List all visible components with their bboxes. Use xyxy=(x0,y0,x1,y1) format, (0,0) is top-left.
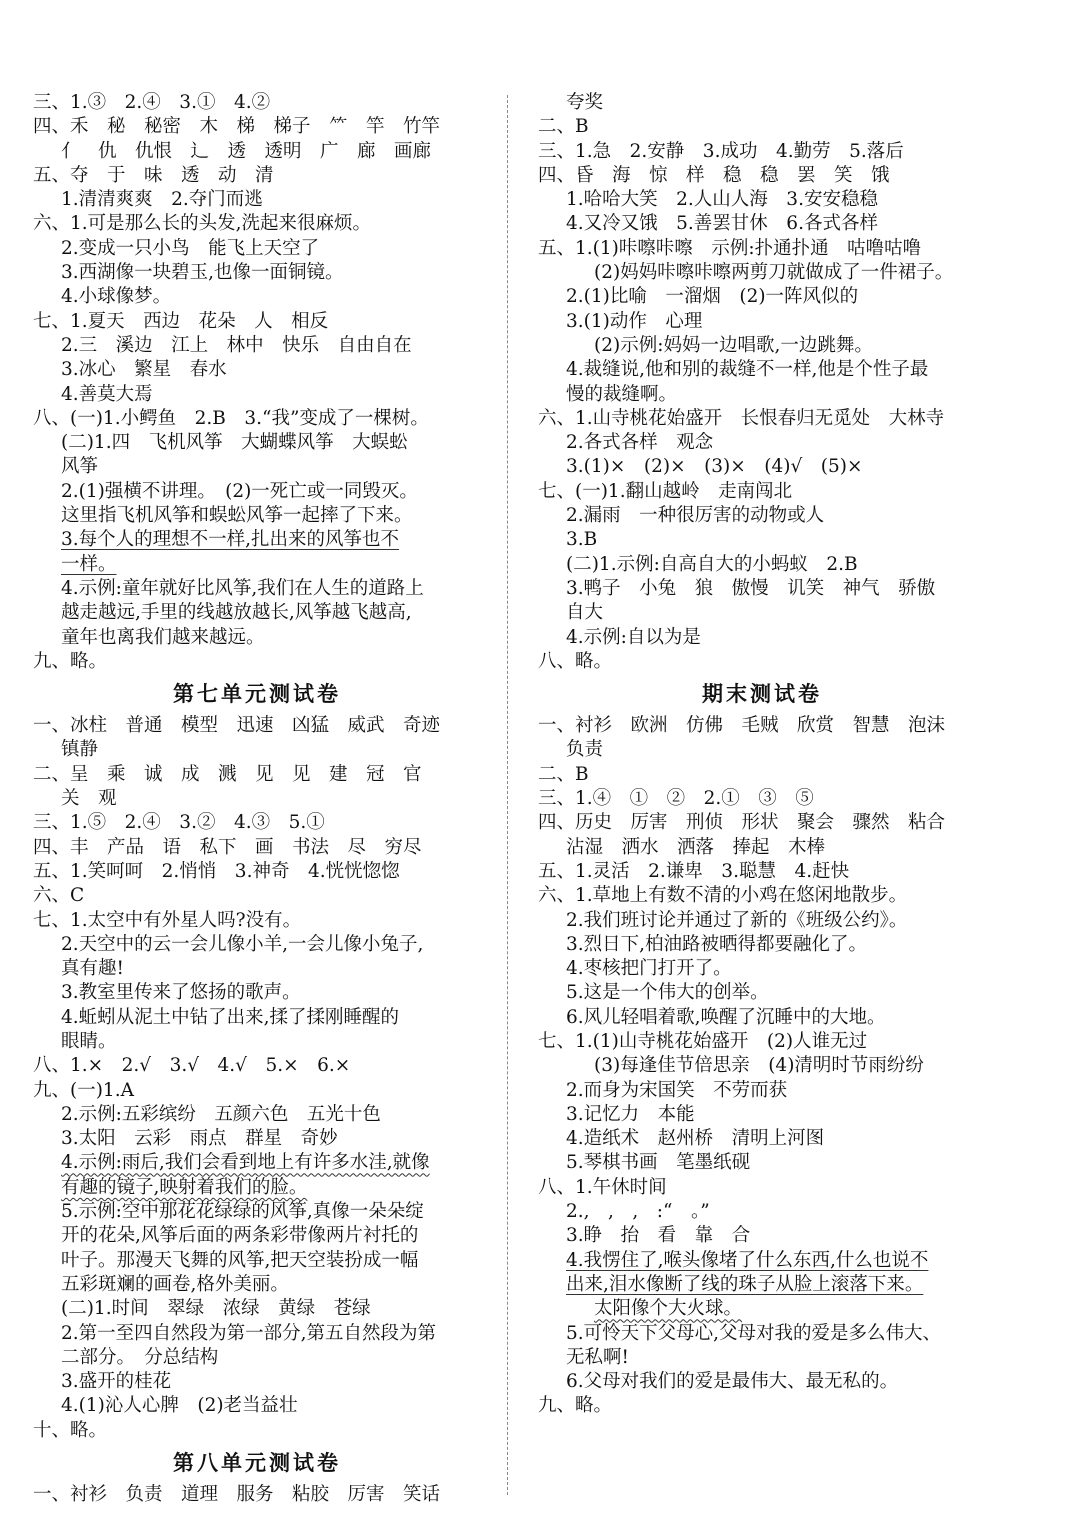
answer-line: 4.裁缝说,他和别的裁缝不一样,他是个性子最 xyxy=(566,359,929,381)
answer-line: (2)示例:妈妈一边唱歌,一边跳舞。 xyxy=(594,334,873,356)
answer-line: 4.又冷又饿 5.善罢甘休 6.各式各样 xyxy=(566,213,878,235)
column-divider xyxy=(507,95,508,1495)
answer-line: 九、略。 xyxy=(33,650,108,672)
answer-line: 九、略。 xyxy=(538,1395,613,1417)
answer-line xyxy=(33,553,481,577)
answer-line: 五、1.(1)咔嚓咔嚓 示例:扑通扑通 咕噜咕噜 xyxy=(538,237,922,259)
answer-line: 四、禾 秘 秘密 木 梯 梯子 ⺮ 竿 竹竿 xyxy=(33,116,441,138)
answer-line: 越走越远,手里的线越放越长,风筝越飞越高, xyxy=(61,602,412,624)
answer-line: 4.(1)沁人心脾 (2)老当益壮 xyxy=(61,1395,298,1417)
answer-line xyxy=(33,1176,481,1200)
answer-line: 2.第一至四自然段为第一部分,第五自然段为第 xyxy=(61,1322,437,1344)
answer-line: 4.造纸术 赵州桥 清明上河图 xyxy=(566,1128,825,1150)
answer-line xyxy=(33,528,481,552)
answer-line: 3.记忆力 本能 xyxy=(566,1103,695,1125)
underlined-text: 有趣的镜子,映射着我们的脸。 xyxy=(61,1176,308,1198)
underlined-text: 4.示例:雨后,我们会看到地上有许多水洼,就像 xyxy=(61,1152,430,1174)
underlined-text: 4.我愣住了,喉头像堵了什么东西,什么也说不 xyxy=(566,1249,929,1271)
right-column xyxy=(538,91,986,1419)
answer-line: 四、历史 厉害 刑侦 形状 聚会 骤然 粘合 xyxy=(538,812,946,834)
answer-line: 4.小球像梦。 xyxy=(61,286,172,308)
answer-line: 6.风儿轻唱着歌,唤醒了沉睡中的大地。 xyxy=(566,1006,886,1028)
answer-line: 2.(1)比喻 一溜烟 (2)一阵风似的 xyxy=(566,286,859,308)
answer-line: 这里指飞机风筝和蜈蚣风筝一起摔了下来。 xyxy=(61,505,413,527)
answer-line: 关 观 xyxy=(61,788,117,810)
underlined-text: 出来,泪水像断了线的珠子从脸上滚落下来。 xyxy=(566,1273,924,1295)
answer-line: 一、冰柱 普通 模型 迅速 凶猛 威武 奇迹 xyxy=(33,715,441,737)
answer-line: 3.(1)× (2)× (3)× (4)√ (5)× xyxy=(566,456,863,478)
answer-line: 开的花朵,风筝后面的两条彩带像两片衬托的 xyxy=(61,1225,419,1247)
section-heading: 期末测试卷 xyxy=(702,681,822,707)
answer-line: 5.这是一个伟大的创举。 xyxy=(566,982,769,1004)
answer-line: 亻 仇 仇恨 辶 透 透明 广 廊 画廊 xyxy=(61,140,432,162)
answer-line: 6.父母对我们的爱是最伟大、最无私的。 xyxy=(566,1371,899,1393)
answer-line: 五、夺 于 味 透 动 清 xyxy=(33,164,274,186)
answer-line: 2.天空中的云一会儿像小羊,一会儿像小兔子, xyxy=(61,933,424,955)
answer-line: 真有趣! xyxy=(61,958,124,980)
answer-line: 六、1.草地上有数不清的小鸡在悠闲地散步。 xyxy=(538,885,908,907)
answer-line: 3.B xyxy=(566,529,598,551)
answer-line: 一、衬衫 欧洲 仿佛 毛贼 欣赏 智慧 泡沫 xyxy=(538,715,946,737)
answer-line: 2.我们班讨论并通过了新的《班级公约》。 xyxy=(566,909,908,931)
answer-line: 八、1.午休时间 xyxy=(538,1176,667,1198)
answer-line: 5.示例:空中那花花绿绿的风筝,真像一朵朵绽 xyxy=(61,1201,424,1223)
answer-line: 四、昏 海 惊 样 稳 稳 罢 笑 饿 xyxy=(538,164,890,186)
left-column xyxy=(33,91,481,1507)
answer-line: 八、1.× 2.√ 3.√ 4.√ 5.× 6.× xyxy=(33,1055,351,1077)
answer-line: 3.盛开的桂花 xyxy=(61,1371,172,1393)
underlined-text: 3.每个人的理想不一样,扎出来的风筝也不 xyxy=(61,529,400,551)
answer-line: 六、C xyxy=(33,885,85,907)
answer-line: 4.善莫大焉 xyxy=(61,383,153,405)
answer-line: (二)1.示例:自高自大的小蚂蚁 2.B xyxy=(566,553,858,575)
answer-line: (3)每逢佳节倍思亲 (4)清明时节雨纷纷 xyxy=(594,1055,924,1077)
answer-line: 3.睁 抬 看 靠 合 xyxy=(566,1225,751,1247)
answer-line: 慢的裁缝啊。 xyxy=(566,383,678,405)
answer-line: 七、1.夏天 西边 花朵 人 相反 xyxy=(33,310,329,332)
answer-line: 3.冰心 繁星 春水 xyxy=(61,359,227,381)
answer-line: 九、(一)1.A xyxy=(33,1079,134,1101)
answer-line: 2.示例:五彩缤纷 五颜六色 五光十色 xyxy=(61,1103,381,1125)
answer-line: 五、1.笑呵呵 2.悄悄 3.神奇 4.恍恍惚惚 xyxy=(33,860,400,882)
answer-line: 六、1.可是那么长的头发,洗起来很麻烦。 xyxy=(33,213,372,235)
answer-line: 三、1.③ 2.④ 3.① 4.② xyxy=(33,92,271,113)
answer-line: 2., , , :“ 。” xyxy=(566,1201,710,1223)
answer-line: 2.三 溪边 江上 林中 快乐 自由自在 xyxy=(61,334,412,356)
answer-line: 二、呈 乘 诚 成 溅 见 见 建 冠 官 xyxy=(33,763,422,785)
answer-line: 二、B xyxy=(538,116,589,138)
answer-line: 2.变成一只小鸟 能飞上天空了 xyxy=(61,237,320,259)
answer-line: 三、1.⑤ 2.④ 3.② 4.③ 5.① xyxy=(33,812,325,834)
answer-line: 一、衬衫 负责 道理 服务 粘胶 厉害 笑话 xyxy=(33,1484,441,1506)
answer-line xyxy=(538,1249,986,1273)
answer-line: 3.教室里传来了悠扬的歌声。 xyxy=(61,982,301,1004)
answer-line: 3.(1)动作 心理 xyxy=(566,310,703,332)
answer-line: 风筝 xyxy=(61,456,99,478)
answer-line: 3.太阳 云彩 雨点 群星 奇妙 xyxy=(61,1128,338,1150)
answer-line: 沾湿 洒水 洒落 捧起 木棒 xyxy=(566,836,826,858)
answer-line: (二)1.四 飞机风筝 大蝴蝶风筝 大蜈蚣 xyxy=(61,432,408,454)
answer-line: 叶子。那漫天飞舞的风筝,把天空装扮成一幅 xyxy=(61,1249,419,1271)
answer-line: 2.各式各样 观念 xyxy=(566,432,714,454)
answer-line: 七、1.太空中有外星人吗?没有。 xyxy=(33,909,302,931)
answer-line xyxy=(538,1273,986,1297)
answer-line: 二部分。 分总结构 xyxy=(61,1346,219,1368)
answer-line: 六、1.山寺桃花始盛开 长恨春归无觅处 大林寺 xyxy=(538,407,945,429)
answer-line: 五、1.灵活 2.谦卑 3.聪慧 4.赶快 xyxy=(538,860,850,882)
underlined-text: 太阳像个大火球。 xyxy=(594,1298,743,1320)
answer-line: 镇静 xyxy=(61,739,99,761)
answer-line: 1.清清爽爽 2.夺门而逃 xyxy=(61,189,263,211)
answer-line: 3.西湖像一块碧玉,也像一面铜镜。 xyxy=(61,262,344,284)
answer-line: 十、略。 xyxy=(33,1419,108,1441)
answer-line: 自大 xyxy=(566,602,604,624)
answer-line: 2.而身为宋国笑 不劳而获 xyxy=(566,1079,788,1101)
answer-line: 4.示例:自以为是 xyxy=(566,626,701,648)
answer-line: 4.枣核把门打开了。 xyxy=(566,958,732,980)
answer-line: 五彩斑斓的画卷,格外美丽。 xyxy=(61,1273,289,1295)
answer-line: 七、1.(1)山寺桃花始盛开 (2)人谁无过 xyxy=(538,1030,868,1052)
answer-line: 2.漏雨 一种很厉害的动物或人 xyxy=(566,505,825,527)
answer-line: 眼睛。 xyxy=(61,1030,117,1052)
answer-line: 3.鸭子 小兔 狼 傲慢 讥笑 神气 骄傲 xyxy=(566,577,936,599)
answer-line: 3.烈日下,柏油路被晒得都要融化了。 xyxy=(566,933,868,955)
answer-line: 童年也离我们越来越远。 xyxy=(61,626,265,648)
answer-line: (二)1.时间 翠绿 浓绿 黄绿 苍绿 xyxy=(61,1298,371,1320)
answer-line: 5.可怜天下父母心,父母对我的爱是多么伟大、 xyxy=(566,1322,942,1344)
answer-line: 八、(一)1.小鳄鱼 2.B 3.“我”变成了一棵树。 xyxy=(33,407,429,429)
answer-line: 5.琴棋书画 笔墨纸砚 xyxy=(566,1152,751,1174)
answer-line: 2.(1)强横不讲理。 (2)一死亡或一同毁灭。 xyxy=(61,480,418,502)
answer-line: 三、1.④ ① ② 2.① ③ ⑤ xyxy=(538,788,814,810)
answer-line: 1.哈哈大笑 2.人山人海 3.安安稳稳 xyxy=(566,189,878,211)
answer-line: 四、丰 产品 语 私下 画 书法 尽 穷尽 xyxy=(33,836,422,858)
answer-line: 无私啊! xyxy=(566,1346,629,1368)
answer-line: 八、略。 xyxy=(538,650,613,672)
section-heading: 第七单元测试卷 xyxy=(173,681,341,707)
answer-line: 4.蚯蚓从泥土中钻了出来,揉了揉刚睡醒的 xyxy=(61,1006,400,1028)
answer-line: 二、B xyxy=(538,763,589,785)
answer-line: 负责 xyxy=(566,739,604,761)
answer-line xyxy=(538,1297,986,1321)
answer-line: 七、(一)1.翻山越岭 走南闯北 xyxy=(538,480,793,502)
underlined-text: 一样。 xyxy=(61,553,117,575)
answer-line: 三、1.急 2.安静 3.成功 4.勤劳 5.落后 xyxy=(538,140,904,162)
section-heading: 第八单元测试卷 xyxy=(173,1450,341,1476)
answer-line: 4.示例:童年就好比风筝,我们在人生的道路上 xyxy=(61,577,424,599)
answer-line: 夸奖 xyxy=(566,92,604,113)
answer-line xyxy=(33,1151,481,1175)
answer-line: (2)妈妈咔嚓咔嚓两剪刀就做成了一件裙子。 xyxy=(594,262,954,284)
